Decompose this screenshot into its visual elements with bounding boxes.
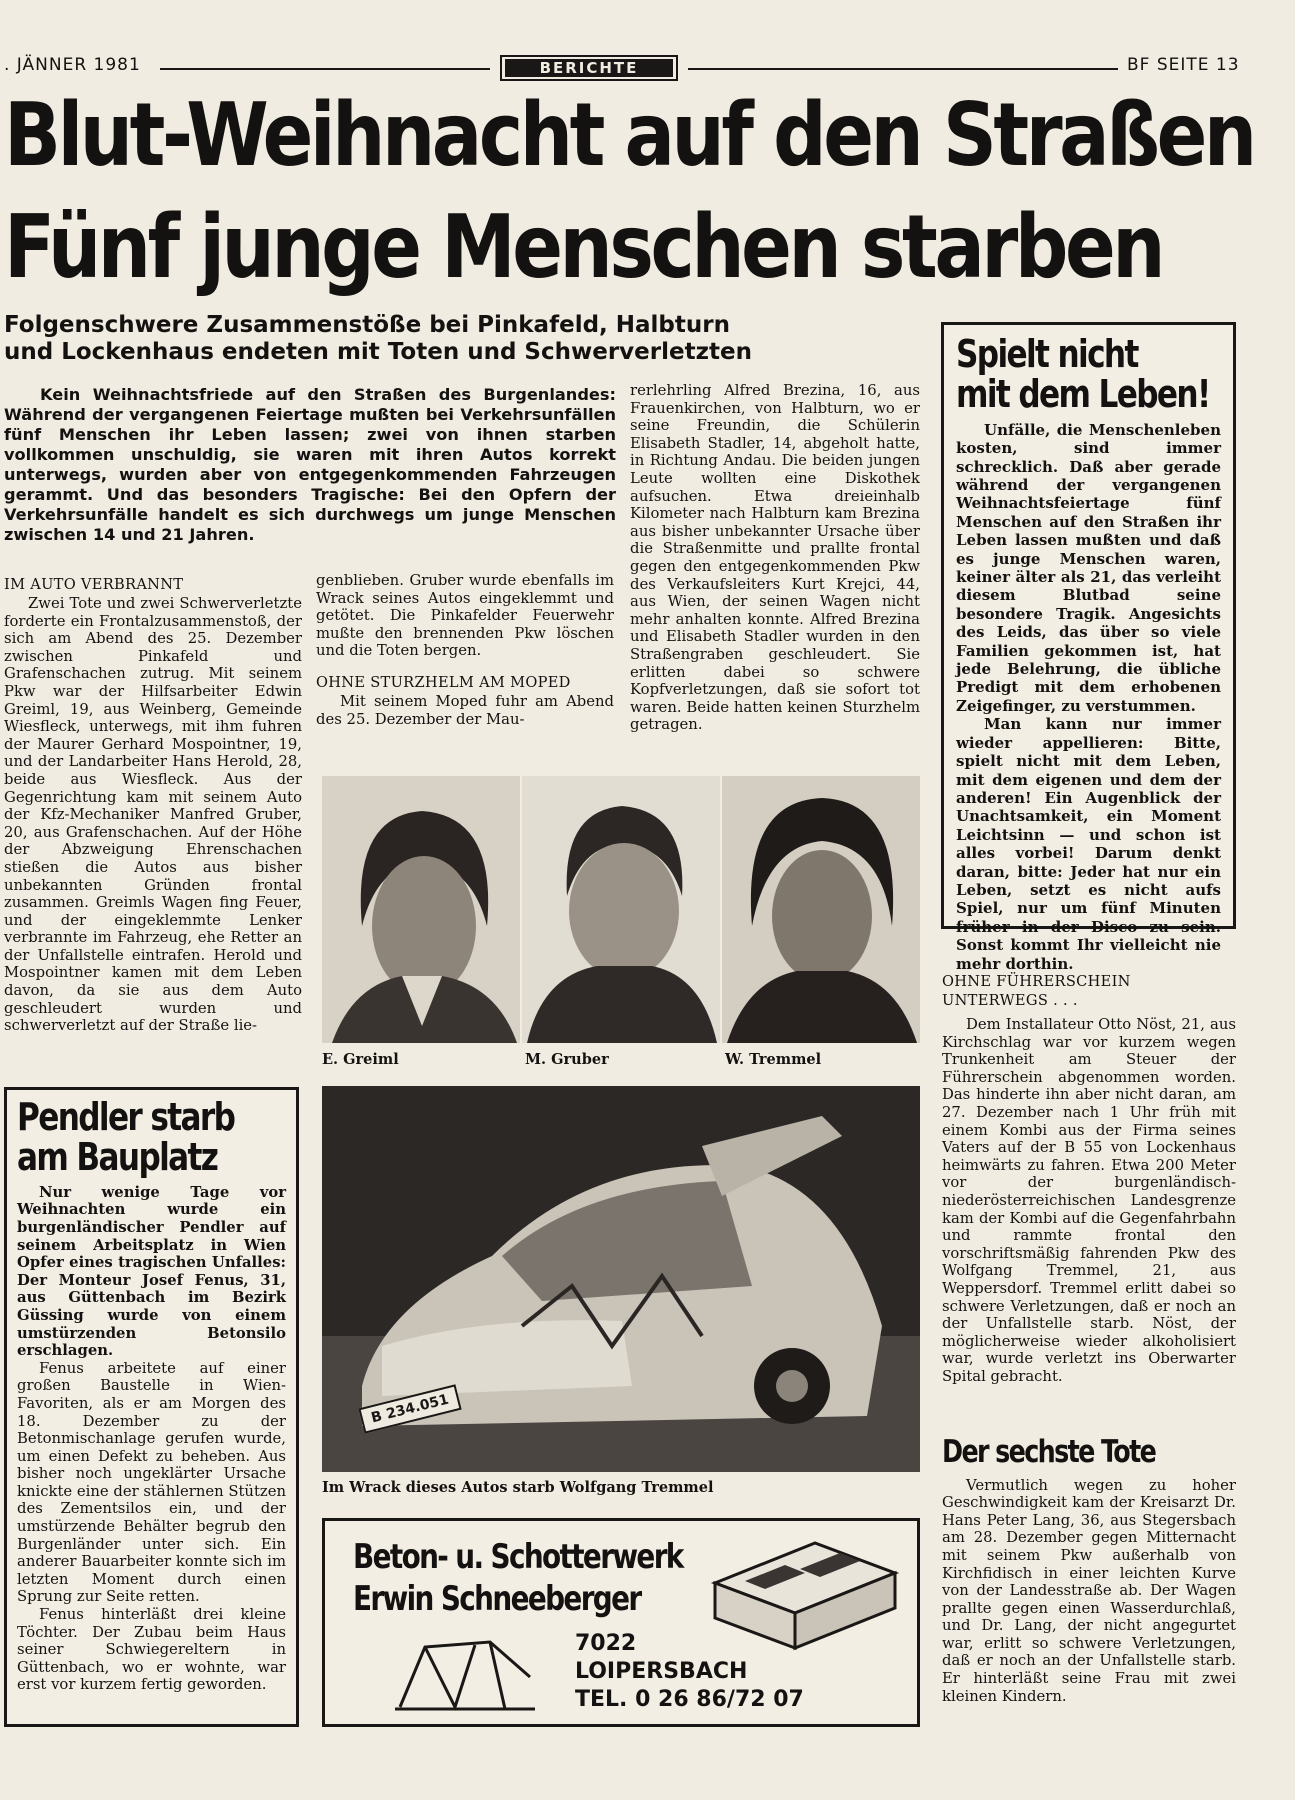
headline-line-2: Fünf junge Menschen starben bbox=[4, 196, 1163, 298]
article-text-1a: Zwei Tote und zwei Schwerverletzte forderte ein Frontalzusammenstoß, der sich am Abend des 25. Dezember zwischen Pinkafeld und Grafenschachen zutrug. Mit seinem Pkw war der Hilfsarbeiter Edwin Greiml, 19, aus Weinberg, Gemeinde Wiesfleck, unterwegs, mit ihm fuhren der Maurer Gerhard Mospointner, 19, und der Landarbeiter Hans Herold, 28, beide aus Wiesfleck. Aus der Gegenrichtung kam mit seinem Auto der Kfz-Mechaniker Manfred Gruber, 20, aus Grafenschachen. Auf der Höhe der Abzweigung Ehrenschachen stießen die Autos aus bisher unbekannten Gründen frontal zusammen. Greimls Wagen fing Feuer, und der eingeklemmte Lenker verbrannte im Fahrzeug, ehe Retter an der Unfallstelle eintrafen. Herold und Mospointner kamen mit dem Leben davon, da sie aus dem Auto geschleudert wurden und schwerverletzt auf der Straße lie- bbox=[4, 595, 302, 1035]
caption-greiml: E. Greiml bbox=[322, 1051, 399, 1068]
ad-line-1: Beton- u. Schotterwerk bbox=[353, 1537, 683, 1577]
subheadline bbox=[4, 312, 924, 366]
portrait-greiml bbox=[322, 776, 520, 1043]
subheadline-line-1: Folgenschwere Zusammenstöße bei Pinkafeld, Halbturn bbox=[4, 312, 730, 338]
article-text-sechste-tote: Vermutlich wegen zu hoher Geschwindigkeit kam der Kreisarzt Dr. Hans Peter Lang, 36, aus Stegersbach am 28. Dezember gegen Mitternacht mit seinem Pkw außerhalb von Kirchfidisch in einer leichten Kurve von der Landesstraße ab. Der Wagen prallte gegen einen Wasserdurchlaß, und Dr. Lang, der nicht angegurtet war, erlitt so schwere Verletzungen, daß er noch an der Unfallstelle starb. Er hinterläßt seine Frau mit zwei kleinen Kindern. bbox=[942, 1476, 1236, 1705]
ad-line-2: Erwin Schneeberger bbox=[353, 1579, 641, 1619]
ad-town: LOIPERSBACH bbox=[575, 1659, 748, 1684]
page-number: BF SEITE 13 bbox=[1127, 55, 1240, 75]
portrait-gruber bbox=[522, 776, 720, 1043]
subheadline-line-2: und Lockenhaus endeten mit Toten und Schwerverletzten bbox=[4, 339, 752, 365]
lead-paragraph: Kein Weihnachtsfriede auf den Straßen des Burgenlandes: Während der vergangenen Feiertage mußten bei Verkehrsunfällen fünf Menschen ihr Leben lassen; zwei von ihnen starben vollkommen unschuldig, sie waren mit ihren Autos korrekt unterwegs, wurden aber von entgegenkommenden Fahrzeugen gerammt. Und das besonders Tragische: Bei den Opfern der Verkehrsunfälle handelt es sich durchwegs um junge Menschen zwischen 14 und 21 Jahren. bbox=[4, 385, 616, 544]
article-text-1b: genblieben. Gruber wurde ebenfalls im Wrack seines Autos eingeklemmt und getötet. Die Pinkafelder Feuerwehr mußte den brennenden Pkw löschen und die Toten bergen. bbox=[316, 572, 614, 660]
box-right-p1: Unfälle, die Menschenleben kosten, sind immer schrecklich. Daß aber gerade während der vergangenen Weihnachtsfeiertage fünf Menschen auf den Straßen ihr Leben lassen mußten und daß es junge Menschen waren, keiner älter als 21, das verleiht diesem Blutbad seine besondere Tragik. Angesichts des Leids, das über so viele Familien gekommen ist, hat jede Belehrung, die übliche Predigt mit dem erhobenen Zeigefinger, zu verstummen. bbox=[956, 420, 1221, 715]
header-rule-right bbox=[688, 68, 1118, 70]
portrait-greiml-image bbox=[322, 776, 520, 1043]
section-label: BERICHTE bbox=[505, 59, 673, 77]
box-left-title-1: Pendler starb bbox=[17, 1095, 235, 1139]
section-title-sturzhelm: OHNE STURZHELM AM MOPED bbox=[316, 673, 571, 691]
portrait-tremmel bbox=[722, 776, 920, 1043]
box-left-title-2: am Bauplatz bbox=[17, 1134, 218, 1179]
ad-zip: 7022 bbox=[575, 1631, 637, 1656]
article-column-3 bbox=[630, 382, 920, 734]
box-right-title-2: mit dem Leben! bbox=[956, 371, 1210, 416]
section-title-auto-verbrannt: IM AUTO VERBRANNT bbox=[4, 576, 184, 593]
article-ohne-fuehrerschein bbox=[942, 972, 1236, 1385]
box-right-p2: Man kann nur immer wieder appellieren: Bitte, spielt nicht mit dem Leben, mit dem eigenen und dem der anderen! Ein Augenblick der Unachtsamkeit, ein Moment Leichtsinn — und schon ist alles vorbei! Darum denkt daran, bitte: Jeder hat nur ein Leben, setzt es nicht aufs Spiel, nur um fünf Minuten früher in der Disco zu sein. Sonst kommt Ihr vielleicht nie mehr dorthin. bbox=[956, 715, 1221, 973]
license-plate: B 234.051 bbox=[358, 1384, 461, 1433]
wreck-photo bbox=[322, 1086, 920, 1472]
box-left-p2: Fenus hinterläßt drei kleine Töchter. Der Zubau beim Haus seiner Schwiegereltern in Güttenbach, wo er wohnte, war erst vor kurzem fertig geworden. bbox=[17, 1606, 286, 1694]
section-title-sechste-tote: Der sechste Tote bbox=[942, 1434, 1156, 1470]
caption-tremmel: W. Tremmel bbox=[725, 1051, 822, 1068]
ad-schneeberger bbox=[322, 1518, 920, 1727]
article-text-fuehrerschein: Dem Installateur Otto Nöst, 21, aus Kirchschlag war vor kurzem wegen Trunkenheit am Steuer der Führerschein abgenommen worden. Das hinderte ihn aber nicht daran, am 27. Dezember nach 1 Uhr früh mit einem Kombi aus der Firma seines Vaters auf der B 55 von Lockenhaus heimwärts zu fahren. Etwa 200 Meter vor der burgenländisch-niederösterreichischen Landesgrenze kam der Kombi auf die Gegenfahrbahn und rammte frontal den vorschriftsmäßig fahrenden Pkw des Wolfgang Tremmel, 21, aus Weppersdorf. Tremmel erlitt dabei so schwere Verletzungen, daß er noch an der Unfallstelle starb. Nöst, der möglicherweise wieder alkoholisiert war, wurde verletzt ins Oberwarter Spital gebracht. bbox=[942, 1016, 1236, 1385]
article-column-1 bbox=[4, 572, 302, 1035]
portrait-tremmel-image bbox=[722, 776, 920, 1043]
ad-phone: TEL. 0 26 86/72 07 bbox=[575, 1687, 804, 1712]
scaffold-crane-icon bbox=[395, 1637, 535, 1717]
caption-wreck: Im Wrack dieses Autos starb Wolfgang Tremmel bbox=[322, 1479, 714, 1496]
box-left-p1: Fenus arbeitete auf einer großen Baustelle in Wien-Favoriten, als er am Morgen des 18. Dezember zu der Betonmischanlage gerufen wurde, um einen Defekt zu beheben. Aus bisher noch ungeklärter Ursache knickte eine der stählernen Stützen des Zementsilos ein, und der umstürzende Behälter begrub den Burgenländer unter sich. Ein anderer Bauarbeiter konnte sich im letzten Moment durch einen Sprung zur Seite retten. bbox=[17, 1359, 286, 1606]
header-rule-left bbox=[160, 68, 490, 70]
article-text-2a: Mit seinem Moped fuhr am Abend des 25. Dezember der Mau- bbox=[316, 692, 614, 728]
issue-date: . JÄNNER 1981 bbox=[4, 55, 141, 75]
box-right-title-1: Spielt nicht bbox=[956, 332, 1138, 376]
box-spielt-nicht bbox=[941, 322, 1236, 973]
article-sechste-tote bbox=[942, 1436, 1236, 1705]
caption-gruber: M. Gruber bbox=[525, 1051, 609, 1068]
section-label-box bbox=[500, 55, 678, 81]
article-column-2 bbox=[316, 572, 614, 728]
article-text-2b: rerlehrling Alfred Brezina, 16, aus Frauenkirchen, von Halbturn, wo er seine Freundin, die Schülerin Elisabeth Stadler, 14, abgeholt hatte, in Richtung Andau. Die beiden jungen Leute wollten eine Diskothek aufsuchen. Etwa dreieinhalb Kilometer nach Halbturn kam Brezina aus bisher unbekannter Ursache über die Straßenmitte und prallte frontal gegen den entgegenkommenden Pkw des Verkaufsleiters Kurt Krejci, 44, aus Wien, der seinen Wagen nicht mehr anhalten konnte. Alfred Brezina und Elisabeth Stadler wurden in den Straßengraben geschleudert. Sie erlitten dabei so schwere Kopfverletzungen, daß sie sofort tot waren. Beide hatten keinen Sturzhelm getragen. bbox=[630, 382, 920, 734]
section-title-fuehrerschein: OHNE FÜHRERSCHEIN UNTERWEGS . . . bbox=[942, 973, 1131, 1009]
concrete-block-icon bbox=[705, 1533, 905, 1653]
box-pendler bbox=[4, 1087, 299, 1727]
portrait-gruber-image bbox=[522, 776, 720, 1043]
headline-line-1: Blut-Weihnacht auf den Straßen bbox=[4, 84, 1254, 186]
box-left-lead: Nur wenige Tage vor Weihnachten wurde ein burgenländischer Pendler auf seinem Arbeitsplatz in Wien Opfer eines tragischen Unfalles: Der Monteur Josef Fenus, 31, aus Güttenbach im Bezirk Güssing wurde von einem umstürzenden Betonsilo erschlagen. bbox=[17, 1183, 286, 1360]
